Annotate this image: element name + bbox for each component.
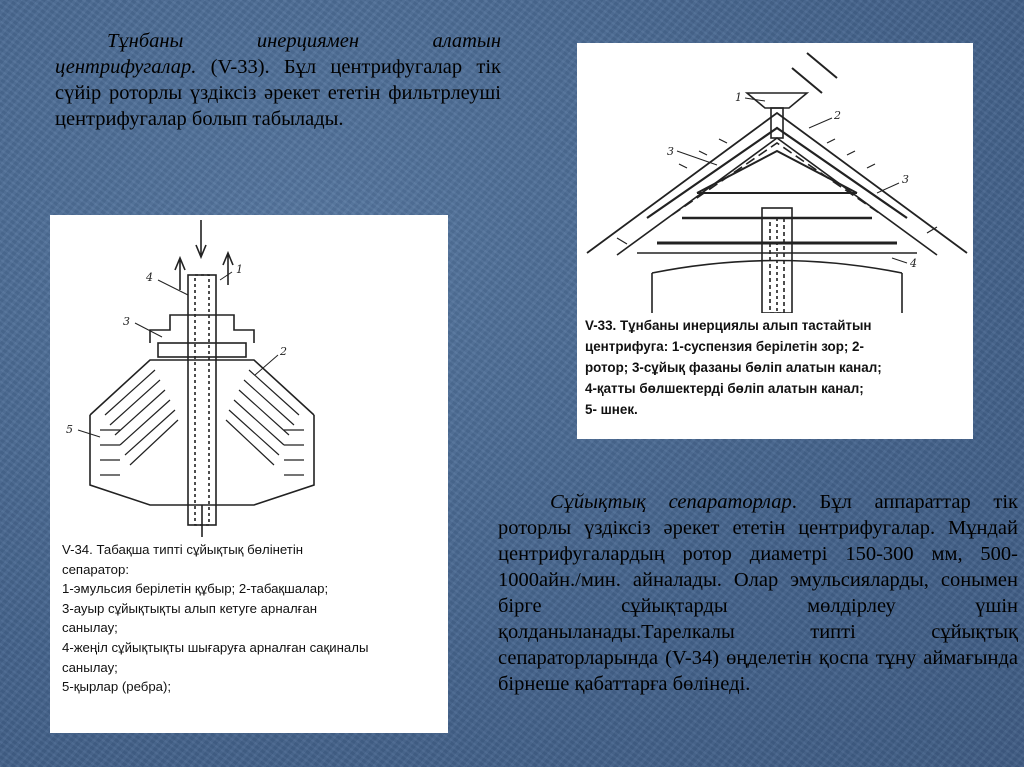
caption-line: V-34. Табақша типті сұйықтық бөлінетін xyxy=(62,542,304,557)
v34-label-4: 4 xyxy=(146,271,153,284)
caption-line: 5-қырлар (ребра); xyxy=(62,679,172,695)
caption-line: ротор; 3-сұйық фазаны бөліп алатын канал; xyxy=(585,360,882,375)
v34-label-1: 1 xyxy=(236,263,243,276)
caption-line: сепаратор: xyxy=(62,561,130,577)
figure-v33-caption xyxy=(585,315,969,420)
v33-label-4: 4 xyxy=(910,257,917,270)
separator-paragraph-body: . Бұл аппараттар тік роторлы үздіксіз әрекет ететін центрифугалар. Мұндай центрифугалардың ротор диаметрі 150-300 мм, 500-1000айн./мин. айналады. Олар эмульсияларды, сонымен бірге сұйықтарды мөлдірлеу үшін қолданыланады.Тарелкалы типті сұйықтық сепараторларында (V-34) өңделетін қоспа тұну аймағында бірнеше қабаттарға бөлінеді. xyxy=(498,491,1018,695)
v34-label-5: 5 xyxy=(66,423,73,436)
centrifuge-drawing xyxy=(577,43,973,313)
separator-drawing xyxy=(50,215,448,537)
v33-label-2: 2 xyxy=(834,109,841,122)
caption-line: 3-ауыр сұйықтықты алып кетуге арналған xyxy=(62,600,318,616)
v33-label-3a: 3 xyxy=(667,145,674,158)
caption-line: центрифуга: 1-суспензия берілетін зор; 2- xyxy=(585,339,864,354)
figure-v34-caption xyxy=(62,540,442,697)
caption-line: 1-эмульсия берілетін құбыр; 2-табақшалар; xyxy=(62,581,329,597)
v34-label-2: 2 xyxy=(280,345,287,358)
v34-label-3: 3 xyxy=(123,315,130,328)
caption-line: V-33. Тұнбаны инерциялы алып тастайтын xyxy=(585,318,872,333)
separator-paragraph xyxy=(498,489,1018,697)
separator-paragraph-title: Сұйықтық сепараторлар xyxy=(550,491,792,513)
v33-label-3b: 3 xyxy=(902,173,909,186)
v33-label-1: 1 xyxy=(735,91,742,104)
intro-paragraph-body: (V-33). Бұл центрифугалар тік сүйір роторлы үздіксіз әрекет ететін фильтрлеуші центрифугалар болып табылады. xyxy=(55,56,501,130)
intro-paragraph-title: Тұнбаны инерциямен алатын центрифугалар. xyxy=(55,30,501,78)
figure-v33 xyxy=(577,43,973,439)
caption-line: 4-қатты бөлшектерді бөліп алатын канал; xyxy=(585,381,864,396)
figure-v34 xyxy=(50,215,448,733)
caption-line: 5- шнек. xyxy=(585,402,638,417)
caption-line: санылау; xyxy=(62,620,118,636)
caption-line: санылау; xyxy=(62,659,118,675)
intro-paragraph xyxy=(55,28,501,132)
caption-line: 4-жеңіл сұйықтықты шығаруға арналған сақиналы xyxy=(62,639,369,655)
